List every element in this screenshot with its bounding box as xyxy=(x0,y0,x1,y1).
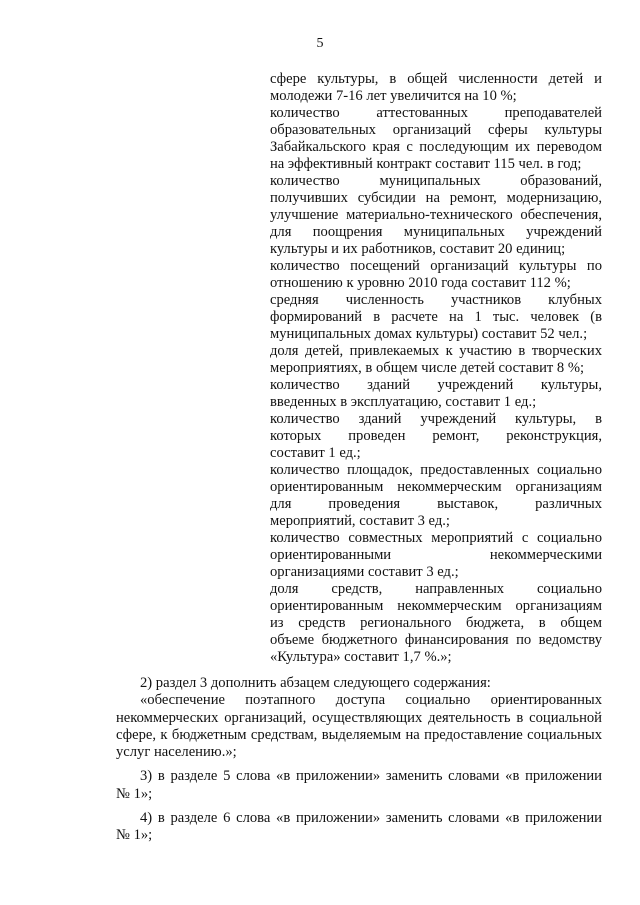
indicator-list xyxy=(270,71,602,666)
indicator-line: ориентированным некоммерческим организациям xyxy=(270,479,602,495)
indicator-line: улучшение материально-технического обеспечения, xyxy=(270,207,602,223)
item4-line-1: 4) в разделе 6 слова «в приложении» заменить словами «в приложении xyxy=(140,810,602,827)
indicator-line: мероприятий, составит 3 ед.; xyxy=(270,513,450,529)
indicator-line: количество зданий учреждений культуры, в xyxy=(270,411,602,427)
indicator-line: количество аттестованных преподавателей xyxy=(270,105,602,121)
item4-line-2: № 1»; xyxy=(116,827,153,844)
indicator-line: молодежи 7-16 лет увеличится на 10 %; xyxy=(270,88,517,104)
indicator-line: для проведения выставок, различных xyxy=(270,496,602,512)
page-number: 5 xyxy=(316,36,324,51)
item2-quote-line-1: «обеспечение поэтапного доступа социально ориентированных xyxy=(140,692,602,709)
indicator-line: объеме бюджетного финансирования по ведомству xyxy=(270,632,602,648)
indicator-line: доля детей, привлекаемых к участию в творческих xyxy=(270,343,602,359)
indicator-line: отношению к уровню 2010 года составит 112 %; xyxy=(270,275,571,291)
indicator-line: для поощрения муниципальных учреждений xyxy=(270,224,602,240)
indicator-line: средняя численность участников клубных xyxy=(270,292,602,308)
indicator-line: ориентированными некоммерческими xyxy=(270,547,602,563)
indicator-line: количество посещений организаций культуры по xyxy=(270,258,602,274)
indicator-line: формирований в расчете на 1 тыс. человек (в xyxy=(270,309,602,325)
indicator-line: количество зданий учреждений культуры, xyxy=(270,377,602,393)
indicator-line: которых проведен ремонт, реконструкция, xyxy=(270,428,602,444)
indicator-line: доля средств, направленных социально xyxy=(270,581,602,597)
indicator-line: образовательных организаций сферы культуры xyxy=(270,122,602,138)
item2-quote-line-4: услуг населению.»; xyxy=(116,744,237,761)
indicator-line: «Культура» составит 1,7 %.»; xyxy=(270,649,452,665)
amendments-text xyxy=(116,675,602,845)
indicator-line: количество площадок, предоставленных социально xyxy=(270,462,602,478)
item2-intro: 2) раздел 3 дополнить абзацем следующего содержания: xyxy=(140,675,491,691)
indicator-line: введенных в эксплуатацию, составит 1 ед.; xyxy=(270,394,537,410)
indicator-line: на эффективный контракт составит 115 чел. в год; xyxy=(270,156,582,172)
indicator-line: количество совместных мероприятий с социально xyxy=(270,530,602,546)
indicator-line: муниципальных домах культуры) составит 52 чел.; xyxy=(270,326,588,342)
indicator-line: составит 1 ед.; xyxy=(270,445,361,461)
indicator-line: Забайкальского края с последующим их переводом xyxy=(270,139,602,155)
item3-line-2: № 1»; xyxy=(116,785,153,802)
indicator-line: сфере культуры, в общей численности детей и xyxy=(270,71,602,87)
indicator-line: получивших субсидии на ремонт, модернизацию, xyxy=(270,190,602,206)
indicator-line: ориентированным некоммерческим организациям xyxy=(270,598,602,614)
item2-quote-line-2: некоммерческих организаций, осуществляющих деятельность в социальной xyxy=(116,709,602,726)
indicator-line: мероприятиях, в общем числе детей составит 8 %; xyxy=(270,360,585,376)
item2-quote-line-3: сфере, к бюджетным средствам, выделяемым на предоставление социальных xyxy=(116,726,602,743)
indicator-line: организациями составит 3 ед.; xyxy=(270,564,459,580)
item3-line-1: 3) в разделе 5 слова «в приложении» заменить словами «в приложении xyxy=(140,768,602,785)
indicator-line: количество муниципальных образований, xyxy=(270,173,602,189)
indicator-line: из средств регионального бюджета, в общем xyxy=(270,615,602,631)
indicator-line: культуры и их работников, составит 20 единиц; xyxy=(270,241,566,257)
